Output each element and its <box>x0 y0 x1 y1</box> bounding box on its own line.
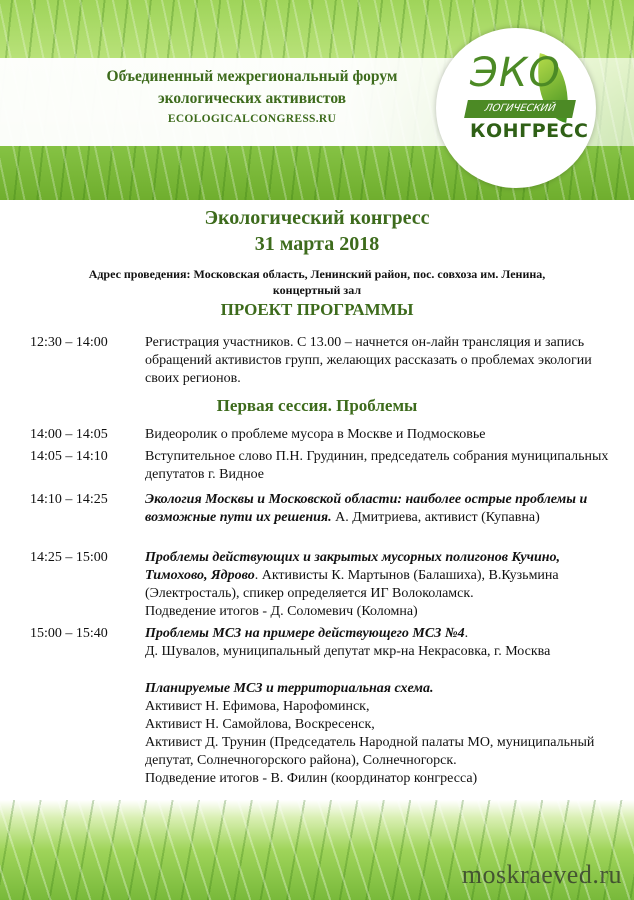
program-title: ПРОЕКТ ПРОГРАММЫ <box>220 300 414 319</box>
event-date: 31 марта 2018 <box>254 233 380 255</box>
schedule-description: Проблемы МСЗ на примере действующего МСЗ №4. Д. Шувалов, муниципальный депутат мкр-на Некрасовка, г. Москва <box>145 626 551 659</box>
organizer-line-1: Объединенный межрегиональный форум <box>106 68 398 85</box>
schedule-time: 14:25 – 15:00 <box>30 550 108 565</box>
schedule-topic: Проблемы действующих и закрытых мусорных полигонов Кучино, Тимохово, Ядрово <box>145 550 561 583</box>
schedule-description <box>145 549 615 621</box>
event-name: Экологический конгресс <box>204 207 430 229</box>
logo-kongress: КОНГРЕСС <box>470 120 589 142</box>
session-title: Первая сессия. Проблемы <box>216 396 418 415</box>
schedule-description <box>145 491 615 527</box>
organizer-block <box>72 66 432 128</box>
planned-line: Активист Д. Трунин (Председатель Народной палаты МО, муниципальный депутат, Солнечногорского района), Солнечногорск. <box>145 735 595 768</box>
schedule-description: Вступительное слово П.Н. Грудинин, председатель собрания муниципальных депутатов г. Видное <box>145 449 609 482</box>
schedule-topic: Экология Москвы и Московской области: наиболее острые проблемы и возможные пути их решения. <box>145 492 588 525</box>
event-address: Адрес проведения: Московская область, Ленинский район, пос. совхоза им. Ленина, концертный зал <box>88 267 546 297</box>
planned-description <box>145 680 615 788</box>
schedule-description: Видеоролик о проблеме мусора в Москве и Подмосковье <box>145 427 486 442</box>
logo-eko: ЭКО <box>470 50 561 96</box>
planned-line: Активист Н. Самойлова, Воскресенск, <box>145 717 375 732</box>
schedule-summary: Подведение итогов - Д. Соломевич (Коломна) <box>145 604 418 619</box>
logo-ribbon: ЛОГИЧЕСКИЙ <box>464 100 576 118</box>
schedule-description: Регистрация участников. С 13.00 – начнется он-лайн трансляция и запись обращений активистов групп, желающих рассказать о проблемах экологии своих регионов. <box>145 335 592 386</box>
schedule-time: 14:00 – 14:05 <box>30 427 108 442</box>
organizer-line-2: экологических активистов <box>157 90 347 107</box>
planned-line: Активист Н. Ефимова, Нарофоминск, <box>145 699 370 714</box>
planned-line: Подведение итогов - В. Филин (координатор конгресса) <box>145 771 478 786</box>
schedule-speaker: Д. Шувалов, муниципальный депутат мкр-на Некрасовка, г. Москва <box>145 644 551 659</box>
eco-congress-logo <box>436 28 596 188</box>
organizer-site: ECOLOGICALCONGRESS.RU <box>167 113 337 125</box>
schedule-speaker: А. Дмитриева, активист (Купавна) <box>331 510 540 525</box>
schedule-topic: Проблемы МСЗ на примере действующего МСЗ №4 <box>145 626 465 641</box>
schedule-time: 14:05 – 14:10 <box>30 449 108 464</box>
schedule-speaker: . Активисты К. Мартынов (Балашиха), В.Кузьмина (Электросталь), спикер определяется ИГ Волоколамск. <box>145 568 559 601</box>
schedule-time: 12:30 – 14:00 <box>30 335 108 350</box>
footer-banner <box>0 800 634 900</box>
event-title <box>0 205 634 257</box>
schedule-time: 14:10 – 14:25 <box>30 492 108 507</box>
header-banner <box>0 0 634 200</box>
planned-topic: Планируемые МСЗ и территориальная схема. <box>145 681 434 696</box>
schedule-time: 15:00 – 15:40 <box>30 626 108 641</box>
watermark: moskraeved.ru <box>461 860 622 889</box>
